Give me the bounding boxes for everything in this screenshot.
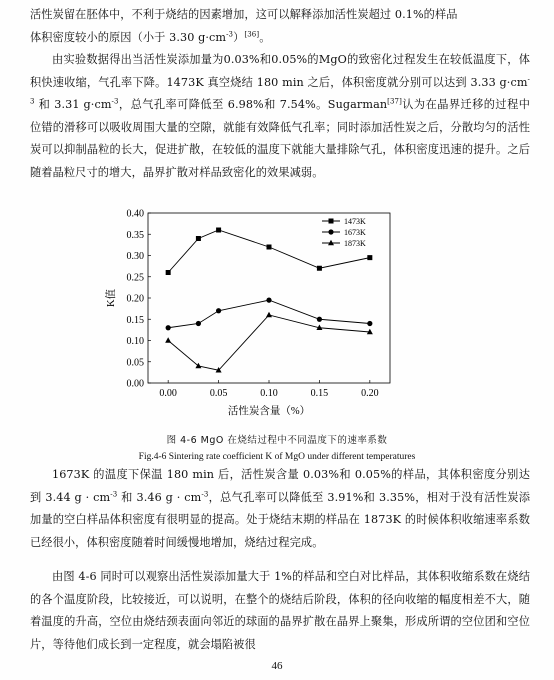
legend-marker	[328, 240, 334, 245]
y-tick-label: 0.35	[126, 229, 144, 241]
text-run: ，总气孔率可降低至 6.98%和 7.54%。Sugarman	[118, 98, 388, 111]
data-point-1473K	[367, 255, 372, 260]
data-point-1473K	[166, 270, 171, 275]
x-tick-label: 0.20	[361, 388, 379, 399]
text-run: 。	[259, 30, 271, 44]
legend-label: 1873K	[344, 239, 366, 248]
superscript: -3	[111, 97, 119, 106]
paragraph-intro	[30, 4, 530, 49]
data-point-1673K	[266, 298, 271, 303]
superscript: -3	[226, 29, 234, 38]
superscript: -3	[201, 489, 209, 498]
citation-ref: [36]	[244, 29, 260, 38]
text-run: 和 3.46 g · cm	[117, 490, 202, 504]
text-run: 体积密度较小的原因（小于 3.30 g·cm	[30, 30, 227, 44]
data-point-1673K	[367, 321, 372, 326]
text-line: 活性炭留在胚体中，不利于烧结的因素增加，这可以解释添加活性炭超过 0.1%的样品	[30, 8, 458, 21]
text-run: 认为在晶界迁移的过程中位错的滑移可以吸收周围大量的空隙，就能有效降低气孔率；同时添加活性炭之后，分散均匀的活性炭可以抑制晶粒的长大，促进扩散，在较低的温度下就能大量排除气孔，体积密度迅速的提升。之后随着晶粒尺寸的增大，晶界扩散对样品致密化的效果减弱。	[30, 98, 531, 179]
line-chart	[100, 205, 430, 420]
citation-ref: [37]	[387, 97, 402, 106]
x-tick-label: 0.15	[310, 388, 329, 399]
figure-caption-zh: 图 4-6 MgO 在烧结过程中不同温度下的速率系数	[166, 435, 388, 446]
text-run: ，总气孔率可以降低至 3.91%和 3.35%，相对于没有活性炭添加量的空白样品体积密度有很明显的提高。处于烧结末期的样品在 1873K 的时候体积收缩速率系数已经很小，体积密度随着时间缓慢地增加，烧结过程完成。	[30, 490, 530, 549]
paragraph-1673k	[30, 464, 530, 554]
data-point-1873K	[195, 363, 201, 368]
y-tick-label: 0.40	[126, 208, 144, 220]
text-run: ）	[233, 30, 245, 44]
y-tick-label: 0.30	[126, 251, 144, 262]
paragraph-observation	[30, 566, 530, 656]
page-number: 46	[271, 660, 283, 672]
text-run: 1673K 的温度下保温 180 min 后，活性炭含量 0.03%和 0.05%的样品，其体积密度分别达到 3.44 g · cm	[30, 468, 530, 504]
y-tick-label: 0.15	[126, 314, 144, 326]
data-point-1873K	[266, 312, 272, 317]
legend-marker	[328, 229, 333, 234]
data-point-1873K	[165, 337, 171, 342]
x-tick-label: 0.00	[159, 388, 177, 399]
figure-caption-en: Fig.4-6 Sintering rate coefficient K of MgO under different temperatures	[138, 452, 416, 462]
data-point-1673K	[166, 325, 171, 330]
data-point-1673K	[196, 321, 201, 326]
paragraph-experimental	[30, 49, 530, 184]
y-tick-label: 0.10	[126, 336, 144, 347]
superscript: -3	[110, 489, 118, 498]
legend-label: 1473K	[344, 217, 366, 226]
x-axis-label: 活性炭含量（%）	[227, 406, 311, 417]
text-run: 和 3.31 g·cm	[34, 98, 112, 111]
data-point-1673K	[216, 308, 221, 313]
y-tick-label: 0.00	[126, 378, 144, 390]
y-tick-label: 0.05	[126, 357, 144, 369]
figure-chart	[100, 205, 430, 420]
data-point-1473K	[216, 228, 221, 233]
x-tick-label: 0.05	[209, 388, 228, 399]
superscript: -3	[30, 74, 530, 106]
data-point-1473K	[317, 266, 322, 271]
y-axis-label: K值	[106, 288, 117, 308]
legend-label: 1673K	[344, 228, 366, 237]
x-tick-label: 0.10	[260, 388, 278, 399]
data-point-1473K	[267, 245, 272, 250]
y-tick-label: 0.20	[126, 293, 144, 305]
y-tick-label: 0.25	[126, 272, 144, 284]
data-point-1473K	[196, 236, 201, 241]
legend-marker	[329, 219, 334, 224]
data-point-1673K	[317, 317, 322, 322]
text-run: 由图 4-6 同时可以观察出活性炭添加量大于 1%的样品和空白对比样品，其体积收缩系数在烧结的各个温度阶段，比较接近，可以说明，在整个的烧结后阶段，体积的径向收缩的幅度相差不大，随着温度的升高，空位由烧结颈表面向邻近的球面的晶界扩散在晶界上聚集，形成所谓的空位团和空位片，等待他们成长到一定程度，就会塌陷被很	[30, 570, 530, 651]
text-run: 由实验数据得出当活性炭添加量为0.03%和0.05%的MgO的致密化过程发生在较低温度下，体积快速收缩，气孔率下降。1473K 真空烧结 180 min 之后，体积密度就分别可以达到 3.33 g·cm	[30, 53, 530, 89]
